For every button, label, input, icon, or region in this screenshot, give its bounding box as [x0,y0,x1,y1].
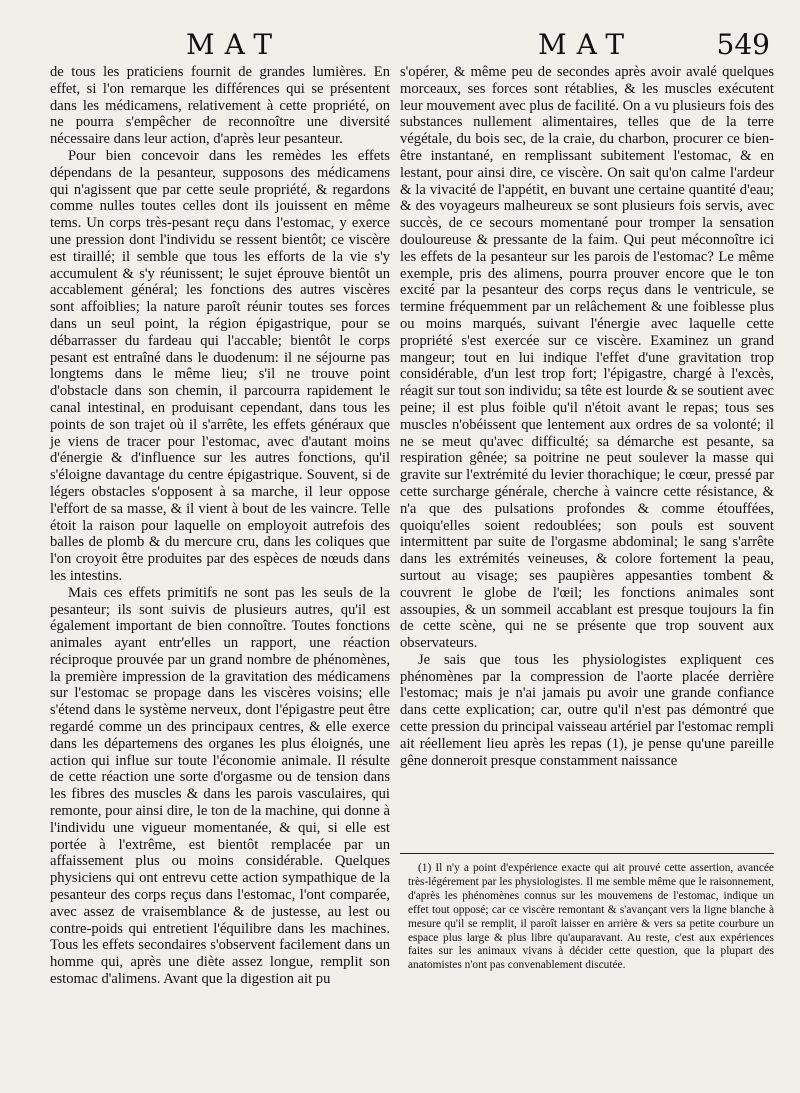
header-right-title: MAT [538,28,635,61]
page-number: 549 [716,28,770,61]
left-column [50,64,390,988]
footnote [408,862,774,973]
footnote-divider [400,853,774,854]
paragraph: Pour bien concevoir dans les remèdes les effets dépendans de la pesanteur, supposons des médicamens qui n'agissent que par cette seule propriété, & regardons comme nulles toutes celles dont ils jouissent en même tems. Un corps très-pesant reçu dans l'estomac, y exerce une pression dont l'individu se ressent bientôt; ce viscère est tiraillé; il semble que tous les efforts de la vie s'y accumulent & s'y réunissent; le sujet éprouve bientôt un accablement général; les fonctions des autres viscères sont affoiblies; la nature paroît réunir toutes ses forces dans un seul point, la région épigastrique, pour se débarrasser du fardeau qui l'accable; bientôt le corps pesant est entraîné dans le duodenum: il ne séjourne pas longtems dans le même lieu; s'il ne trouve point d'obstacle dans son chemin, il parcourra rapidement le canal intestinal, en produisant cependant, dans tous les points de son trajet où il s'arrête, les effets généraux que je viens de tracer pour l'estomac, avec d'autant moins d'énergie & d'influence sur les autres fonctions, qu'il s'éloigne davantage du centre épigastrique. Souvent, si de légers obstacles s'opposent à sa marche, il leur oppose l'effort de sa masse, & il vient à bout de les vaincre. Telle étoit la raison pour laquelle on employoit autrefois des balles de plomb & du mercure cru, dans les coliques que l'on croyoit être produites par des espèces de nœuds dans les intestins. [50,147,390,584]
paragraph: Je sais que tous les physiologistes expliquent ces phénomènes par la compression de l'aorte placée derrière l'estomac; mais je n'ai jamais pu avoir une grande confiance dans cette explication; car, outre qu'il n'est pas démontré que cette pression du principal vaisseau artériel par l'estomac rempli ait réellement lieu après les repas (1), je pense qu'une pareille gêne donneroit presque constamment naissance [400,651,774,769]
paragraph: de tous les praticiens fournit de grandes lumières. En effet, si l'on remarque les différences qui se présentent dans les médicamens, relativement à cette propriété, on ne pourra s'empêcher de reconnoître une diversité nécessaire dans leur action, d'après leur pesanteur. [50,64,390,148]
header-left-title: MAT [186,28,283,61]
right-column [400,64,774,769]
paragraph: Mais ces effets primitifs ne sont pas les seuls de la pesanteur; ils sont suivis de plusieurs autres, qu'il est également important de bien connoître. Toutes fonctions animales ayant entr'elles un rapport, une réaction réciproque prouvée par un grand nombre de phénomènes, la première impression de la gravitation des médicamens sur l'estomac se propage dans les viscères voisins; elle s'étend dans le système nerveux, dont l'épigastre peut être regardé comme un des principaux centres, & elle exerce dans les départemens des organes les plus éloignés, une action qui influe sur toute l'économie animale. Il résulte de cette réaction une sorte d'orgasme ou de tension dans les fibres des muscles & dans les parois vasculaires, qui remonte, pour ainsi dire, le ton de la machine, qui donne à l'individu une vigueur momentanée, & qui, si elle est portée à l'extrême, est bientôt remplacée par un affaissement plus ou moins considérable. Quelques physiciens qui ont entrevu cette action sympathique de la pesanteur des corps reçus dans l'estomac, l'ont comparée, avec assez de vraisemblance & de justesse, au lest ou contre-poids qui entretient l'équilibre dans les machines. Tous les effets secondaires s'observent facilement dans un homme qui, après une diète assez longue, remplit son estomac d'alimens. Avant que la digestion ait pu [50,584,390,988]
paragraph: s'opérer, & même peu de secondes après avoir avalé quelques morceaux, ses forces sont rétablies, & les muscles exécutent leur mouvement avec plus de facilité. On a vu plusieurs fois des substances nullement alimentaires, telles que de la terre végétale, du bois sec, de la craie, du charbon, procurer ce bien-être instantané, en remplissant subitement l'estomac, & en lestant, pour ainsi dire, ce viscère. On sait qu'on calme l'ardeur & la vivacité de l'appétit, en buvant une certaine quantité d'eau; & des voyageurs malheureux se sont plusieurs fois servis, avec succès, de ce secours momentané pour tromper la sensation douloureuse & pressante de la faim. Qui peut méconnoître ici les effets de la pesanteur sur les parois de l'estomac? Le même exemple, pris des alimens, pourra prouver encore que le ton excité par la pesanteur des corps reçus dans le ventricule, se termine fréquemment par un relâchement & une foiblesse plus ou moins marqués, suivant l'énergie avec laquelle cette propriété s'est exercée sur ce viscère. Examinez un grand mangeur; tout en lui indique l'effet d'une gravitation trop considérable, d'un lest trop fort; l'épigastre, chargé à l'excès, réagit sur tout son individu; sa tête est lourde & se soutient avec peine; il est plus foible qu'il n'étoit avant le repas; tous ses muscles n'obéissent que lentement aux ordres de sa volonté; il ne se meut qu'avec difficulté; sa démarche est pesante, sa respiration gênée; sa poitrine ne peut soulever la masse qui gravite sur l'extrémité du levier thorachique; le cœur, pressé par cette surcharge générale, cherche à vaincre cette résistance, & n'a que des pulsations profondes & comme étouffées, quoiqu'elles soient redoublées; son pouls est souvent intermittent par suite de l'orgasme abdominal; le sang s'arrête dans les extrémités veineuses, & colore fortement la peau, surtout au visage; ses paupières appesanties tombent & couvrent le globe de l'œil; les fonctions animales sont assoupies, & un sommeil accablant est presque toujours la fin de cette scène, qui ne se présente que trop souvent aux observateurs. [400,64,774,652]
footnote-text: (1) Il n'y a point d'expérience exacte qui ait prouvé cette assertion, avancée très-légérement par les physiologistes. Il me semble même que le raisonnement, d'après les phénomènes connus sur les mouvemens de l'estomac, indique un effet tout opposé; car ce viscère remontant & s'avançant vers la ligne blanche à mesure qu'il se remplit, il paroît laisser en arrière & vers sa petite courbure un espace plus large & plus libre qu'auparavant. Au reste, c'est aux expériences faites sur les animaux vivans à décider cette question, que la plupart des anatomistes n'ont pas convenablement discutée. [408,862,774,972]
running-header [50,24,774,64]
